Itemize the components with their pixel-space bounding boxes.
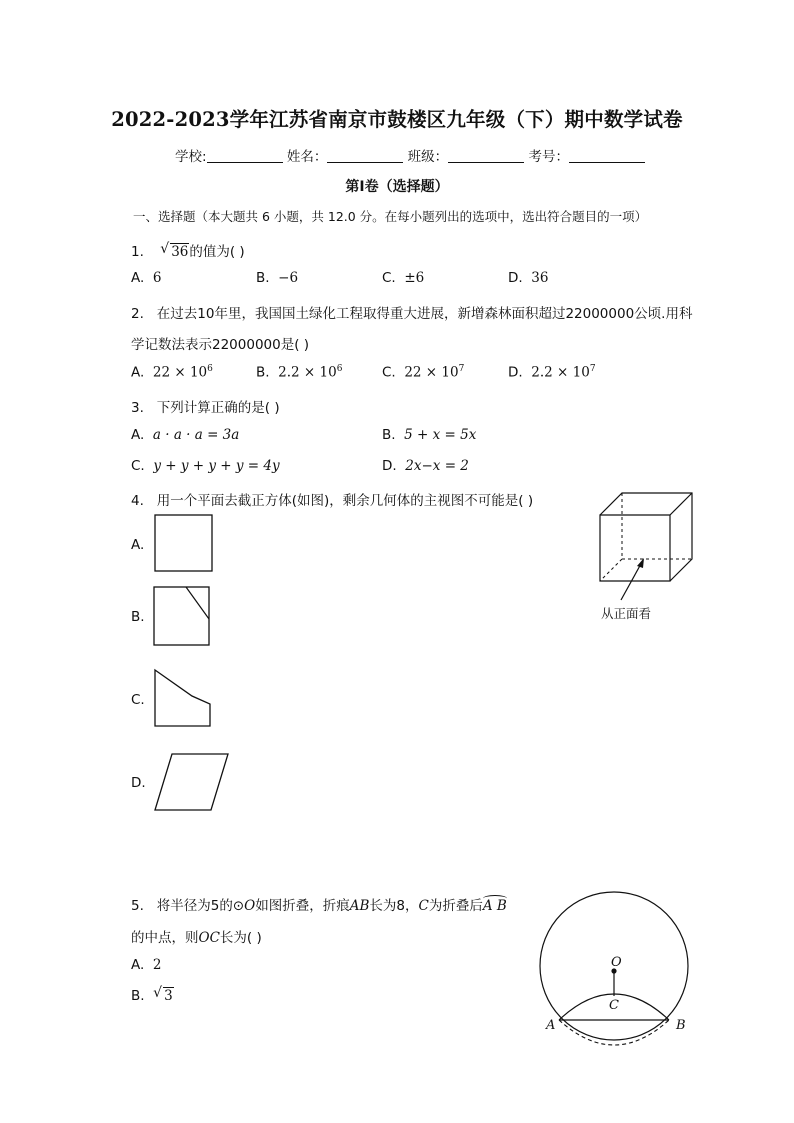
option-d-shape[interactable] bbox=[152, 752, 232, 814]
question-number: 1. bbox=[131, 244, 144, 260]
label-c: C bbox=[609, 998, 619, 1013]
cube-hidden-edge bbox=[600, 559, 622, 581]
option-c[interactable]: C. bbox=[131, 692, 145, 708]
option-a[interactable]: A. a · a · a = 3a bbox=[131, 427, 240, 443]
question-1-stem: 1. √ 36的值为( ) bbox=[131, 241, 245, 260]
option-c[interactable]: C. ±6 bbox=[382, 270, 425, 286]
question-number: 5. bbox=[131, 898, 144, 914]
option-b[interactable]: B. 5 + x = 5x bbox=[382, 427, 477, 443]
option-b[interactable]: B. √ 3 bbox=[131, 985, 173, 1004]
number-label: 考号： bbox=[528, 149, 569, 165]
question-2-stem: 2. 在过去10年里，我国国土绿化工程取得重大进展，新增森林面积超过22000000公顷.用科 bbox=[131, 306, 693, 322]
sqrt-expression: √ 36 bbox=[160, 241, 189, 260]
option-a[interactable]: A. bbox=[131, 537, 145, 553]
exam-title: 2022-2023学年江苏省南京市鼓楼区九年级（下）期中数学试卷 bbox=[111, 108, 683, 131]
question-4-stem: 4. 用一个平面去截正方体(如图)，剩余几何体的主视图不可能是( ) bbox=[131, 493, 534, 509]
option-a[interactable]: A. $22 \times 10^6$ bbox=[131, 364, 213, 381]
label-b: B bbox=[676, 1018, 686, 1033]
question-number: 3. bbox=[131, 400, 144, 416]
figure-caption: 从正面看 bbox=[601, 606, 652, 621]
option-b[interactable]: B. bbox=[131, 609, 145, 625]
option-c[interactable]: C. $22 \times 10^7$ bbox=[382, 364, 465, 381]
label-o: O bbox=[611, 955, 622, 970]
question-2-stem-line2: 学记数法表示22000000是( ) bbox=[131, 337, 310, 353]
sqrt-expression: √ 3 bbox=[153, 985, 173, 1004]
school-label: 学校: bbox=[175, 149, 207, 165]
option-a-shape[interactable] bbox=[154, 514, 214, 574]
original-arc-dashed bbox=[559, 1020, 669, 1045]
option-a[interactable]: A. 6 bbox=[131, 270, 162, 286]
question-number: 2. bbox=[131, 306, 144, 322]
name-label: 姓名： bbox=[286, 149, 328, 165]
option-b[interactable]: B. −6 bbox=[256, 270, 299, 286]
option-d[interactable]: D. 2x−x = 2 bbox=[382, 458, 469, 474]
option-c[interactable]: C. y + y + y + y = 4y bbox=[131, 458, 280, 474]
option-c-shape[interactable] bbox=[153, 668, 215, 730]
name-blank[interactable] bbox=[327, 148, 403, 163]
option-b[interactable]: B. $2.2 \times 10^6$ bbox=[256, 364, 343, 381]
option-d[interactable]: D. 36 bbox=[508, 270, 549, 286]
section-instruction: 一、选择题（本大题共 6 小题，共 12.0 分。在每小题列出的选项中，选出符合题目的一项） bbox=[133, 209, 648, 224]
arc-ab-notation: A B bbox=[482, 898, 507, 914]
school-blank[interactable] bbox=[207, 148, 283, 163]
question-3-stem: 3. 下列计算正确的是( ) bbox=[131, 400, 280, 416]
class-blank[interactable] bbox=[448, 148, 524, 163]
label-a: A bbox=[546, 1018, 556, 1033]
student-info-line bbox=[175, 145, 645, 165]
cube-front-face bbox=[600, 515, 670, 581]
option-b-shape[interactable] bbox=[153, 586, 213, 648]
option-d[interactable]: D. $2.2 \times 10^7$ bbox=[508, 364, 596, 381]
question-5-stem: 5. 将半径为5的⊙O如图折叠，折痕AB长为8，C为折叠后A B bbox=[131, 898, 507, 914]
option-a[interactable]: A. 2 bbox=[131, 957, 162, 973]
question-number: 4. bbox=[131, 493, 144, 509]
class-label: 班级： bbox=[407, 149, 449, 165]
number-blank[interactable] bbox=[569, 148, 645, 163]
section-title: 第I卷（选择题） bbox=[345, 179, 449, 195]
question-5-stem-line2: 的中点，则OC长为( ) bbox=[131, 930, 262, 946]
cube-figure bbox=[596, 490, 696, 590]
cube-edge bbox=[670, 493, 692, 515]
option-d[interactable]: D. bbox=[131, 775, 146, 791]
